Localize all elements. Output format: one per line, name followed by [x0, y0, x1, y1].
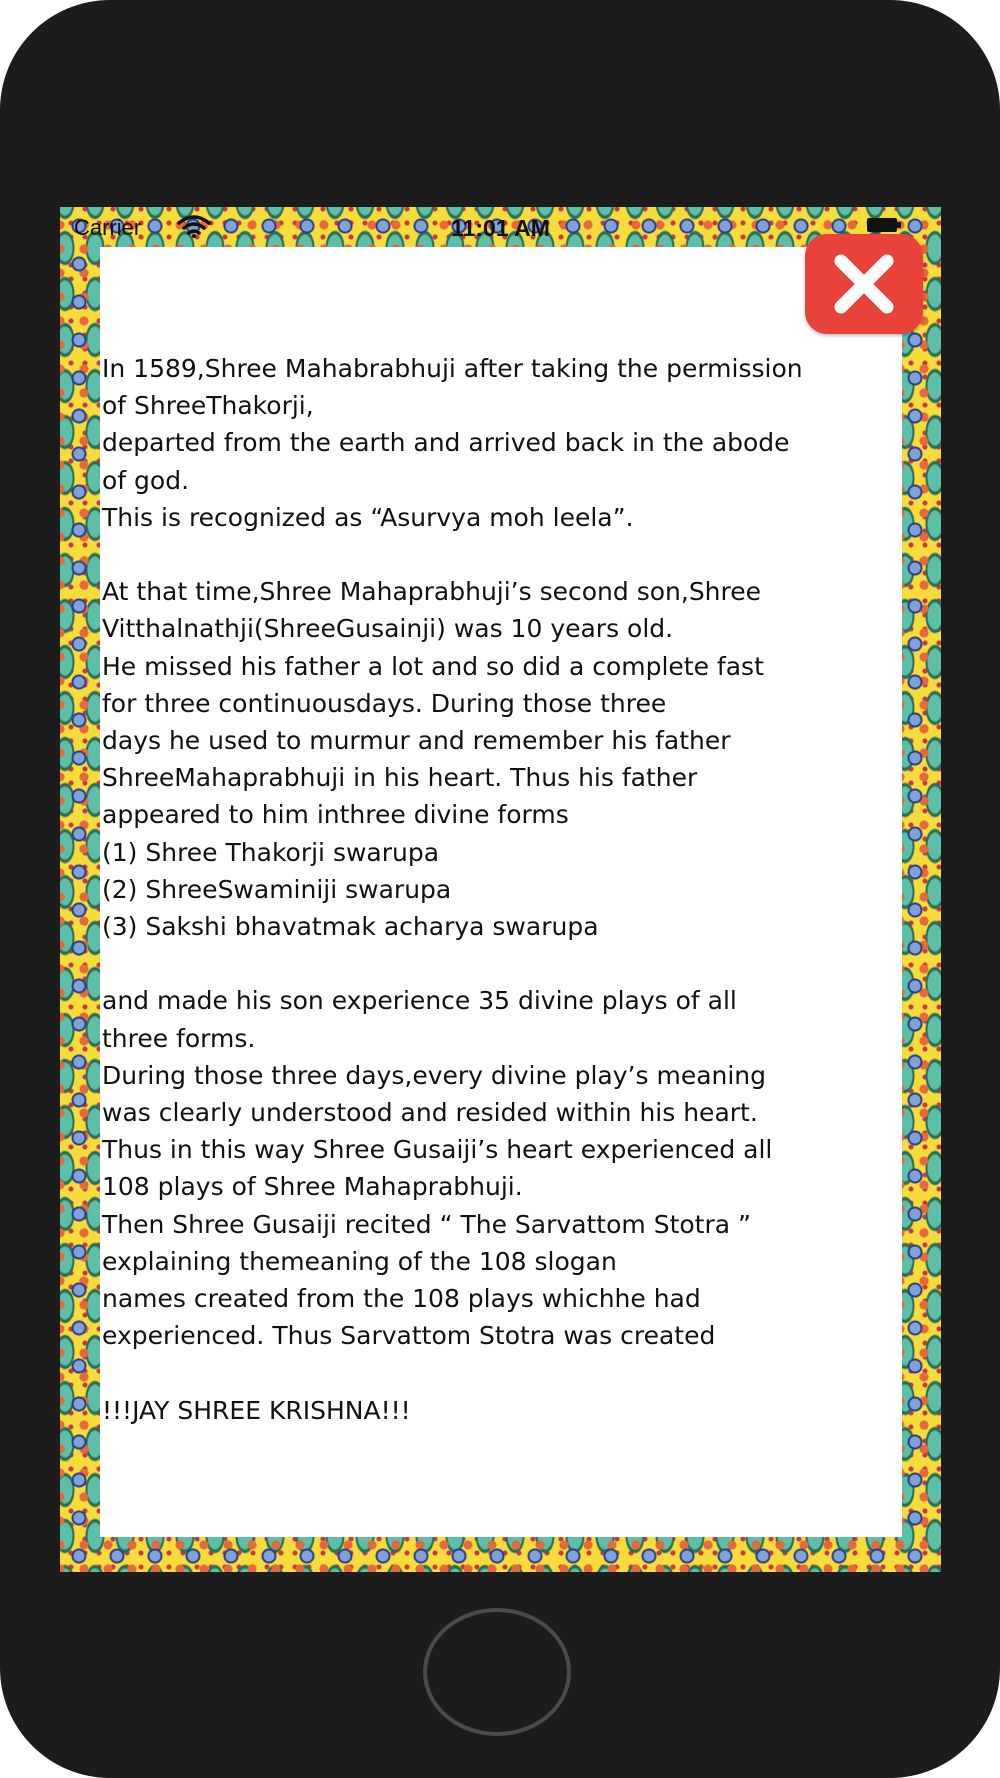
article-line: explaining themeaning of the 108 slogan — [102, 1246, 617, 1276]
battery-icon — [867, 218, 901, 232]
article-line: departed from the earth and arrived back in the abode — [102, 428, 790, 458]
article-line: names created from the 108 plays whichhe had — [102, 1284, 701, 1314]
close-button[interactable] — [805, 234, 923, 334]
article-line: three forms. — [102, 1023, 256, 1053]
article-text — [102, 350, 912, 1429]
article-line: (1) Shree Thakorji swarupa — [102, 837, 440, 867]
article-line: of god. — [102, 465, 190, 495]
article-line: experienced. Thus Sarvattom Stotra was created — [102, 1321, 716, 1351]
article-line: This is recognized as “Asurvya moh leela”. — [102, 502, 634, 532]
article-line: !!!JAY SHREE KRISHNA!!! — [102, 1395, 411, 1425]
article-line: Vitthalnathji(ShreeGusainji) was 10 years old. — [102, 614, 674, 644]
article-line: (3) Sakshi bhavatmak acharya swarupa — [102, 912, 599, 942]
article-line: appeared to him inthree divine forms — [102, 800, 569, 830]
article-line: At that time,Shree Mahaprabhuji’s second son,Shree — [102, 577, 762, 607]
article-line: He missed his father a lot and so did a complete fast — [102, 651, 764, 681]
article-line: (2) ShreeSwaminiji swarupa — [102, 874, 452, 904]
article-line: days he used to murmur and remember his father — [102, 726, 731, 756]
home-button[interactable] — [423, 1608, 571, 1736]
article-line: for three continuousdays. During those three — [102, 688, 667, 718]
article-line: ShreeMahaprabhuji in his heart. Thus his father — [102, 763, 698, 793]
article-line: Then Shree Gusaiji recited “ The Sarvattom Stotra ” — [102, 1209, 751, 1239]
article-line: 108 plays of Shree Mahaprabhuji. — [102, 1172, 523, 1202]
article-line: and made his son experience 35 divine plays of all — [102, 986, 737, 1016]
carrier-label: Carrier — [74, 215, 142, 240]
status-time: 11:01 AM — [451, 215, 550, 241]
article-line: During those three days,every divine play’s meaning — [102, 1060, 767, 1090]
article-line: was clearly understood and resided within his heart. — [102, 1098, 758, 1128]
app-screen — [60, 207, 941, 1572]
article-line: of ShreeThakorji, — [102, 391, 314, 421]
article-line: In 1589,Shree Mahabrabhuji after taking the permission — [102, 354, 803, 383]
close-icon — [805, 234, 923, 334]
article-line: Thus in this way Shree Gusaiji’s heart experienced all — [102, 1135, 773, 1165]
